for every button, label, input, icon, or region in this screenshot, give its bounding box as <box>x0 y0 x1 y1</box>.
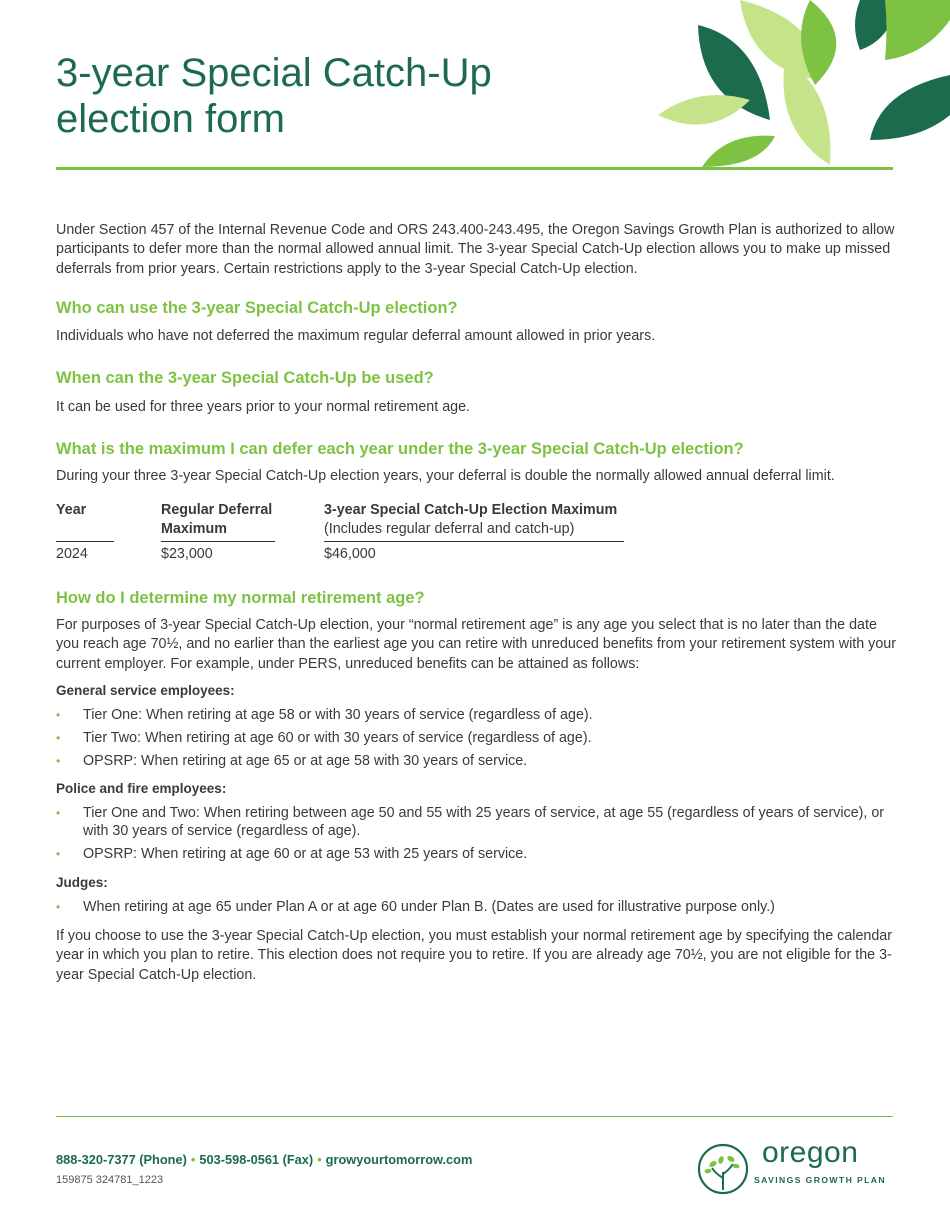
column-header-regular-line-1: Regular Deferral <box>161 502 273 518</box>
table-rule <box>324 541 624 542</box>
list-police-fire <box>56 804 886 868</box>
fax-number: 503-598-0561 (Fax) <box>199 1152 314 1167</box>
column-header-catchup-line-2: (Includes regular deferral and catch-up) <box>324 521 575 538</box>
list-item: • Tier Two: When retiring at age 60 or with 30 years of service (regardless of age). <box>56 729 886 747</box>
heading-who: Who can use the 3-year Special Catch-Up election? <box>56 299 458 317</box>
list-general <box>56 706 886 775</box>
tree-logo-icon <box>696 1142 750 1196</box>
footer-divider <box>56 1116 893 1117</box>
column-header-regular-line-2: Maximum <box>161 521 227 538</box>
cell-catchup-max: $46,000 <box>324 546 376 562</box>
separator: • <box>317 1152 322 1167</box>
table-rule <box>161 541 275 542</box>
page-title <box>56 50 492 142</box>
website-link[interactable]: growyourtomorrow.com <box>325 1152 473 1167</box>
list-item: • When retiring at age 65 under Plan A or at age 60 under Plan B. (Dates are used for illustrative purpose only.) <box>56 898 886 916</box>
heading-retirement-age: How do I determine my normal retirement age? <box>56 589 425 607</box>
list-item: • OPSRP: When retiring at age 60 or at age 53 with 25 years of service. <box>56 845 886 863</box>
intro-paragraph: Under Section 457 of the Internal Revenue Code and ORS 243.400-243.495, the Oregon Savings Growth Plan is authorized to allow participants to defer more than the normal allowed annual limit. The 3-year Special Catch-Up election allows you to make up missed deferrals from prior years. Certain restrictions apply to the 3-year Special Catch-Up election. <box>56 222 895 277</box>
oregon-savings-logo <box>696 1136 896 1196</box>
cell-year: 2024 <box>56 546 88 562</box>
page-title-line-2: election form <box>56 97 285 141</box>
separator: • <box>190 1152 196 1167</box>
column-header-regular <box>161 501 272 540</box>
text-when: It can be used for three years prior to your normal retirement age. <box>56 399 471 415</box>
column-header-catchup <box>324 501 617 540</box>
page-title-line-1: 3-year Special Catch-Up <box>56 51 492 95</box>
group-heading-police-fire: Police and fire employees: <box>56 781 227 796</box>
text-retirement-age: For purposes of 3-year Special Catch-Up election, your “normal retirement age” is any age you select that is no later than the date you reach age 70½, and no earlier than the earliest age you can retire with unreduced benefits from your retirement system with your current employer. For example, under PERS, unreduced benefits can be attained as follows: <box>56 617 896 672</box>
header-divider <box>56 167 893 170</box>
logo-tagline: SAVINGS GROWTH PLAN <box>754 1175 886 1185</box>
closing-paragraph: If you choose to use the 3-year Special Catch-Up election, you must establish your normal retirement age by specifying the calendar year in which you plan to retire. This election does not require you to retire. If you are already age 70½, you are not eligible for the 3-year Special Catch-Up election. <box>56 928 893 983</box>
heading-maximum: What is the maximum I can defer each year under the 3-year Special Catch-Up election? <box>56 440 744 458</box>
heading-when: When can the 3-year Special Catch-Up be used? <box>56 369 434 387</box>
list-item: • OPSRP: When retiring at age 65 or at age 58 with 30 years of service. <box>56 752 886 770</box>
column-header-catchup-line-1: 3-year Special Catch-Up Election Maximum <box>324 502 618 518</box>
text-who: Individuals who have not deferred the maximum regular deferral amount allowed in prior years. <box>56 328 656 344</box>
logo-wordmark: oregon <box>762 1136 859 1169</box>
list-item: • Tier One: When retiring at age 58 or with 30 years of service (regardless of age). <box>56 706 886 724</box>
group-heading-general: General service employees: <box>56 683 235 698</box>
contact-line <box>56 1152 472 1167</box>
cell-regular-max: $23,000 <box>161 546 213 562</box>
phone-number: 888-320-7377 (Phone) <box>56 1152 187 1167</box>
list-judges <box>56 898 886 921</box>
group-heading-judges: Judges: <box>56 875 108 890</box>
form-codes: 159875 324781_1223 <box>56 1174 164 1186</box>
table-rule <box>56 541 114 542</box>
text-maximum: During your three 3-year Special Catch-Up election years, your deferral is double the normally allowed annual deferral limit. <box>56 468 835 484</box>
column-header-year: Year <box>56 502 87 518</box>
leaf-decoration-icon <box>640 0 950 170</box>
list-item: • Tier One and Two: When retiring between age 50 and 55 with 25 years of service, at age 55 (regardless of years of service), or with 30 years of service (regardless of age). <box>56 804 886 841</box>
